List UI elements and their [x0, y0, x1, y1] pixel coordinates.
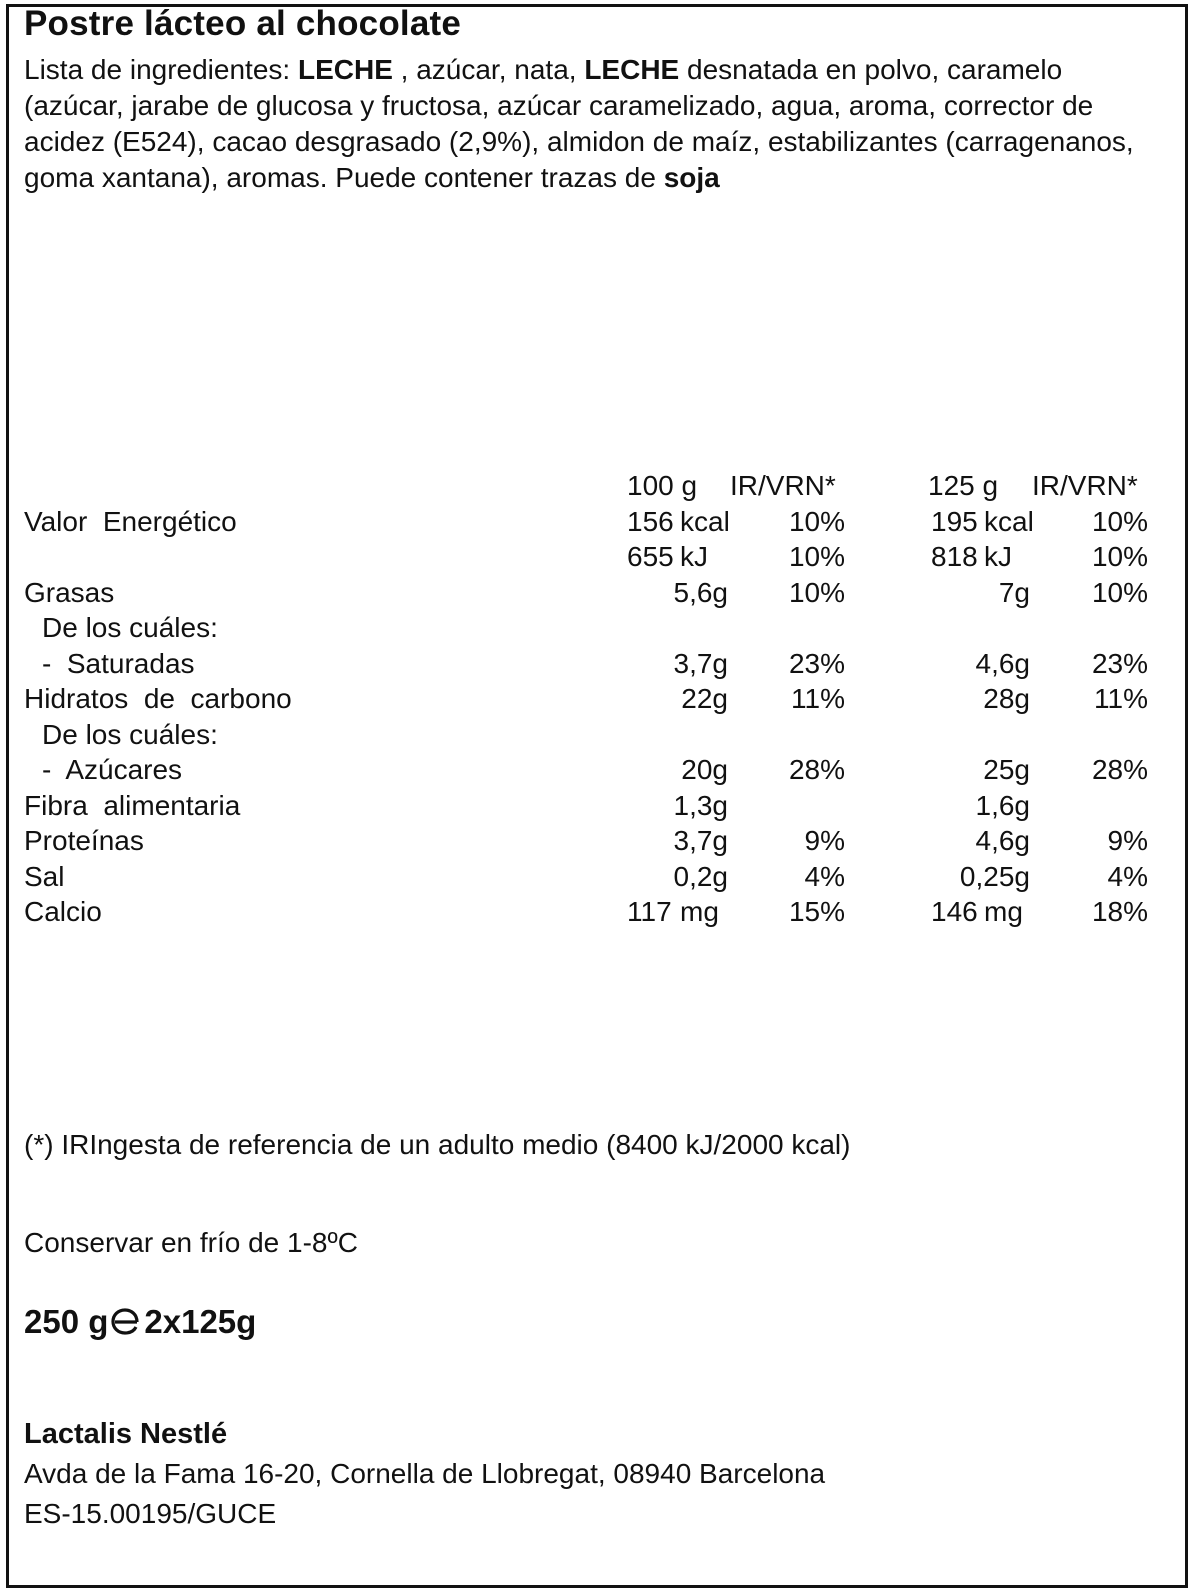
- header-ir-100g: IR/VRN*: [730, 470, 836, 501]
- percent-125g: 10%: [1091, 576, 1148, 608]
- nutrition-row: [24, 577, 1174, 613]
- percent-125g: 9%: [1107, 825, 1148, 856]
- header-125g: 125 g: [928, 470, 999, 501]
- percent-100g: 28%: [788, 754, 845, 785]
- e-mark-icon: [110, 1306, 140, 1344]
- reference-footnote: (*) IRIngesta de referencia de un adulto medio (8400 kJ/2000 kcal): [24, 1129, 851, 1160]
- allergen-soja: soja: [663, 162, 720, 193]
- nutrient-label: Sal: [24, 860, 65, 892]
- unit-100g: kJ: [680, 541, 708, 572]
- value-100g: 1,3g: [673, 789, 728, 821]
- header-100g: 100 g: [627, 470, 698, 501]
- nutrient-label: Valor Energético: [24, 505, 237, 537]
- nutrition-row: [24, 506, 1174, 542]
- nutrition-row: [24, 825, 1174, 861]
- value-100g: 3,7g: [673, 825, 728, 856]
- nutrient-label: - Azúcares: [42, 754, 183, 785]
- product-title: Postre lácteo al chocolate: [24, 4, 462, 43]
- allergen-leche: LECHE: [584, 54, 680, 85]
- value-100g: 22g: [681, 683, 728, 714]
- nutrition-row: [24, 612, 1174, 648]
- value-100g: 156: [627, 505, 674, 537]
- value-125g: 146: [931, 896, 978, 927]
- nutrition-row: [24, 861, 1174, 897]
- nutrition-row: [24, 896, 1174, 932]
- nutrition-header-row: [24, 470, 1174, 506]
- nutrient-label: Hidratos de carbono: [24, 683, 292, 714]
- nutrient-label: - Saturadas: [42, 647, 195, 679]
- nutrition-table: [24, 470, 1174, 932]
- nutrient-label: De los cuáles:: [42, 612, 218, 643]
- company-name: Lactalis Nestlé: [24, 1418, 228, 1450]
- nutrition-row: [24, 719, 1174, 755]
- value-100g: 0,2g: [673, 860, 728, 892]
- value-100g: 3,7g: [673, 647, 728, 679]
- ingredients-part: desnatada en polvo, caramelo (azúcar, jarabe de glucosa y fructosa, azúcar caramelizado, agua, aroma, corrector de acidez (E524), cacao desgrasado (2,9%), almidon de maíz, estabilizantes (carragenanos, goma xantana), aromas. Puede contener trazas de: [24, 54, 1134, 193]
- value-125g: 4,6g: [975, 825, 1030, 856]
- percent-100g: 10%: [788, 541, 845, 572]
- unit-125g: kJ: [984, 541, 1012, 572]
- value-125g: 1,6g: [975, 789, 1030, 821]
- percent-100g: 4%: [804, 860, 845, 892]
- value-125g: 7g: [998, 576, 1030, 608]
- value-125g: 28g: [983, 683, 1030, 714]
- value-125g: 25g: [983, 754, 1030, 785]
- company-address: Avda de la Fama 16-20, Cornella de Llobregat, 08940 Barcelona: [24, 1458, 826, 1489]
- value-100g: 117: [627, 896, 672, 927]
- allergen-leche: LECHE: [297, 54, 393, 85]
- nutrition-rows: [24, 506, 1174, 932]
- percent-100g: 15%: [788, 896, 845, 927]
- nutrition-row: [24, 790, 1174, 826]
- nutrition-row: [24, 541, 1174, 577]
- unit-125g: mg: [984, 896, 1023, 927]
- header-ir-125g: IR/VRN*: [1032, 470, 1138, 501]
- value-125g: 4,6g: [975, 647, 1030, 679]
- value-125g: 195: [931, 505, 978, 537]
- percent-100g: 10%: [788, 505, 845, 537]
- ingredients-part: , azúcar, nata,: [392, 54, 585, 85]
- nutrient-label: Proteínas: [24, 825, 144, 856]
- unit-100g: kcal: [680, 505, 730, 537]
- percent-100g: 23%: [788, 647, 845, 679]
- nutrient-label: Grasas: [24, 576, 115, 608]
- percent-125g: 4%: [1107, 860, 1148, 892]
- registration-number: ES-15.00195/GUCE: [24, 1498, 277, 1529]
- nutrient-label: De los cuáles:: [42, 718, 218, 750]
- percent-100g: 9%: [804, 825, 845, 856]
- percent-125g: 11%: [1094, 683, 1148, 714]
- ingredients-list: [24, 52, 1154, 196]
- ingredients-prefix: Lista de ingredientes:: [24, 54, 298, 85]
- percent-125g: 10%: [1091, 541, 1148, 572]
- percent-125g: 28%: [1091, 754, 1148, 785]
- value-100g: 20g: [681, 754, 728, 785]
- value-100g: 655: [627, 541, 674, 572]
- percent-125g: 23%: [1091, 647, 1148, 679]
- unit-125g: kcal: [984, 505, 1034, 537]
- percent-125g: 18%: [1091, 896, 1148, 927]
- unit-100g: mg: [680, 896, 719, 927]
- nutrition-row: [24, 754, 1174, 790]
- value-100g: 5,6g: [673, 576, 728, 608]
- nutrition-row: [24, 683, 1174, 719]
- nutrient-label: Calcio: [24, 896, 102, 927]
- net-weight: [24, 1303, 256, 1344]
- storage-instructions: Conservar en frío de 1-8ºC: [24, 1227, 358, 1258]
- nutrition-row: [24, 648, 1174, 684]
- net-weight-value: 250 g: [24, 1303, 109, 1340]
- value-125g: 818: [931, 541, 978, 572]
- percent-100g: 11%: [791, 683, 845, 714]
- percent-125g: 10%: [1091, 505, 1148, 537]
- percent-100g: 10%: [788, 576, 845, 608]
- value-125g: 0,25g: [959, 860, 1030, 892]
- portion-info: 2x125g: [144, 1303, 257, 1340]
- nutrient-label: Fibra alimentaria: [24, 789, 241, 821]
